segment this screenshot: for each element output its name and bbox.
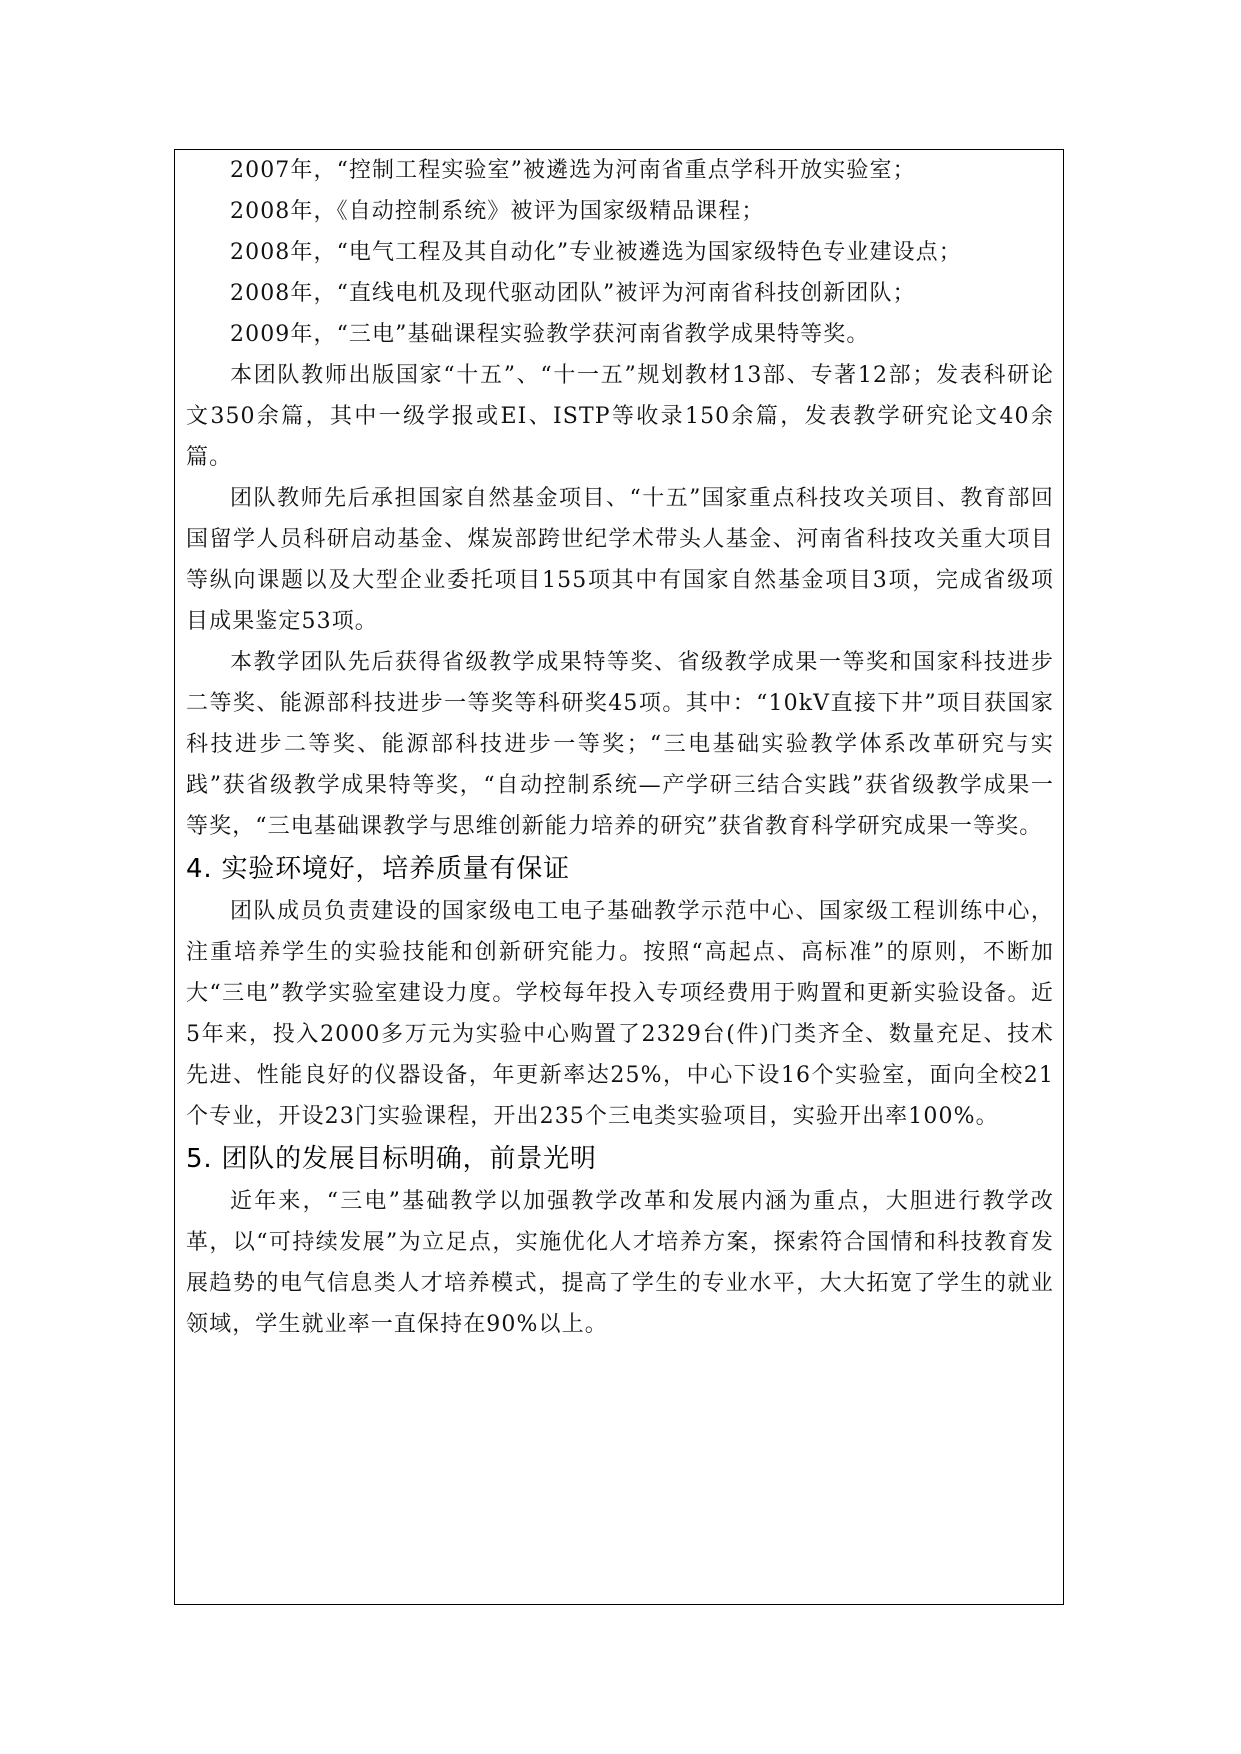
achievement-item: 2008年，“电气工程及其自动化”专业被遴选为国家级特色专业建设点； — [230, 240, 962, 265]
projects-paragraph: 团队教师先后承担国家自然基金项目、“十五”国家重点科技攻关项目、教育部回国留学人员科研启动基金、煤炭部跨世纪学术带头人基金、河南省科技攻关重大项目等纵向课题以及大型企业委托项目155项其中有国家自然基金项目3项，完成省级项目成果鉴定53项。 — [186, 486, 1054, 634]
achievement-item: 2009年，“三电”基础课程实验教学获河南省教学成果特等奖。 — [230, 322, 870, 347]
achievement-item: 2008年，《自动控制系统》被评为国家级精品课程； — [230, 199, 765, 224]
awards-paragraph: 本教学团队先后获得省级教学成果特等奖、省级教学成果一等奖和国家科技进步二等奖、能源部科技进步一等奖等科研奖45项。其中：“10kV直接下井”项目获国家科技进步二等奖、能源部科技进步一等奖；“三电基础实验教学体系改革研究与实践”获省级教学成果特等奖，“自动控制系统—产学研三结合实践”获省级教学成果一等奖，“三电基础课教学与思维创新能力培养的研究”获省教育科学研究成果一等奖。 — [186, 650, 1054, 839]
section-4-heading: 4. 实验环境好，培养质量有保证 — [186, 854, 570, 884]
section-4-body: 团队成员负责建设的国家级电工电子基础教学示范中心、国家级工程训练中心，注重培养学生的实验技能和创新研究能力。按照“高起点、高标准”的原则，不断加大“三电”教学实验室建设力度。学校每年投入专项经费用于购置和更新实验设备。近5年来，投入2000多万元为实验中心购置了2329台(件)门类齐全、数量充足、技术先进、性能良好的仪器设备，年更新率达25%，中心下设16个实验室，面向全校21个专业，开设23门实验课程，开出235个三电类实验项目，实验开出率100%。 — [186, 899, 1054, 1129]
section-5-body: 近年来，“三电”基础教学以加强教学改革和发展内涵为重点，大胆进行教学改革，以“可持续发展”为立足点，实施优化人才培养方案，探索符合国情和科技教育发展趋势的电气信息类人才培养模式，提高了学生的专业水平，大大拓宽了学生的就业领域，学生就业率一直保持在90%以上。 — [186, 1189, 1054, 1337]
achievement-item: 2008年，“直线电机及现代驱动团队”被评为河南省科技创新团队； — [230, 281, 916, 306]
achievement-item: 2007年，“控制工程实验室”被遴选为河南省重点学科开放实验室； — [230, 158, 916, 183]
publications-paragraph: 本团队教师出版国家“十五”、“十一五”规划教材13部、专著12部；发表科研论文350余篇，其中一级学报或EI、ISTP等收录150余篇，发表教学研究论文40余篇。 — [186, 363, 1054, 470]
section-5-heading: 5. 团队的发展目标明确，前景光明 — [186, 1144, 597, 1174]
document-body — [186, 150, 1054, 1345]
